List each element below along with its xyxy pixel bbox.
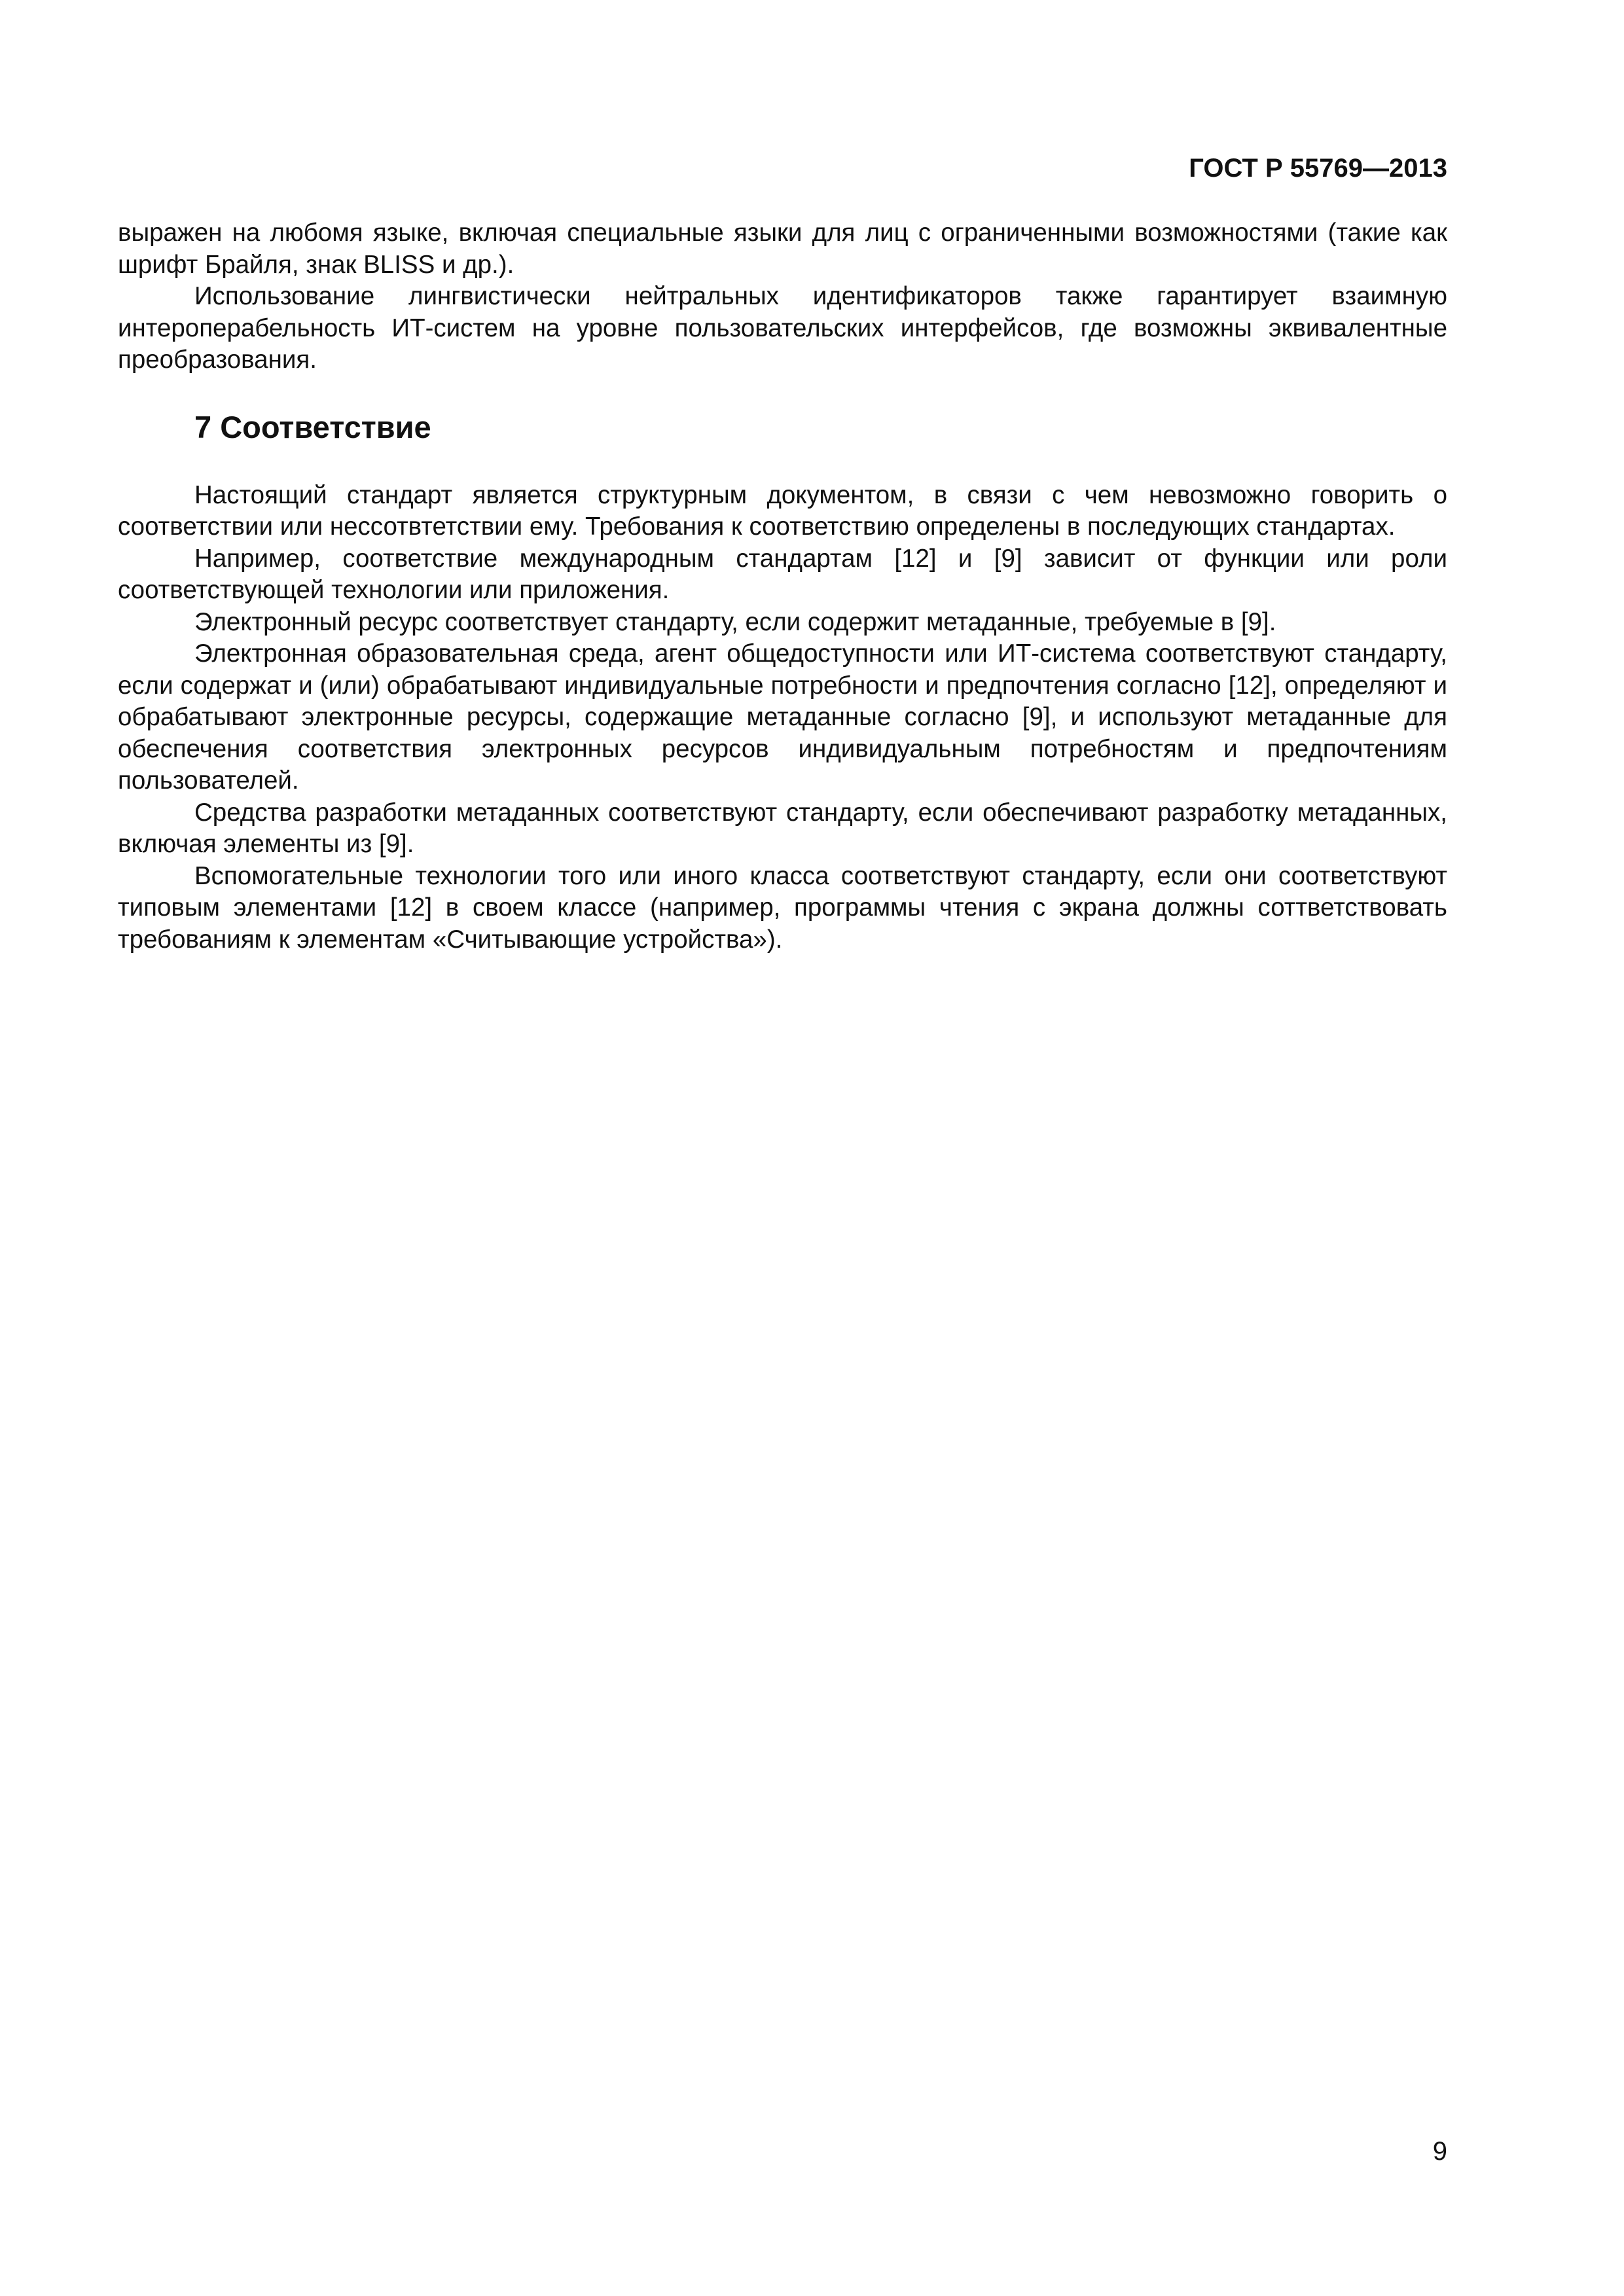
page-number: 9 (1432, 2137, 1447, 2166)
paragraph-continuation: выражен на любомя языке, включая специальные языки для лиц с ограниченными возможностями (такие как шрифт Брайля, знак BLISS и др.). (118, 219, 1447, 279)
document-code-header: ГОСТ Р 55769—2013 (1189, 154, 1447, 183)
paragraph-learning-environment: Электронная образовательная среда, агент общедоступности или ИТ-система соответствуют стандарту, если содержат и (или) обрабатывают индивидуальные потребности и предпочтения согласно [12], определяют и обрабатывают электронные ресурсы, содержащие метаданные согласно [9], и используют метаданные для обеспечения соответствия электронных ресурсов индивидуальным потребностям и предпочтениям пользователей. (118, 639, 1447, 795)
paragraph-metadata-tools: Средства разработки метаданных соответствуют стандарту, если обеспечивают разработку метаданных, включая элементы из [9]. (118, 798, 1447, 858)
document-body (118, 217, 1447, 956)
paragraph-electronic-resource: Электронный ресурс соответствует стандарту, если содержит метаданные, требуемые в [9]. (194, 607, 1276, 636)
paragraph-identifiers: Использование лингвистически нейтральных идентификаторов также гарантирует взаимную интероперабельность ИТ-систем на уровне пользовательских интерфейсов, где возможны эквивалентные преобразования. (118, 282, 1447, 374)
paragraph-example: Например, соответствие международным стандартам [12] и [9] зависит от функции или роли соответствующей технологии или приложения. (118, 544, 1447, 604)
paragraph-assistive-technologies: Вспомогательные технологии того или иного класса соответствуют стандарту, если они соответствуют типовым элементами [12] в своем классе (например, программы чтения с экрана должны соттветствовать требованиям к элементам «Считывающие устройства»). (118, 861, 1447, 954)
paragraph-structural-document: Настоящий стандарт является структурным документом, в связи с чем невозможно говорить о соответствии или нессотвтетствии ему. Требования к соответствию определены в последующих стандартах. (118, 480, 1447, 541)
section-title: 7 Соответствие (194, 409, 431, 444)
